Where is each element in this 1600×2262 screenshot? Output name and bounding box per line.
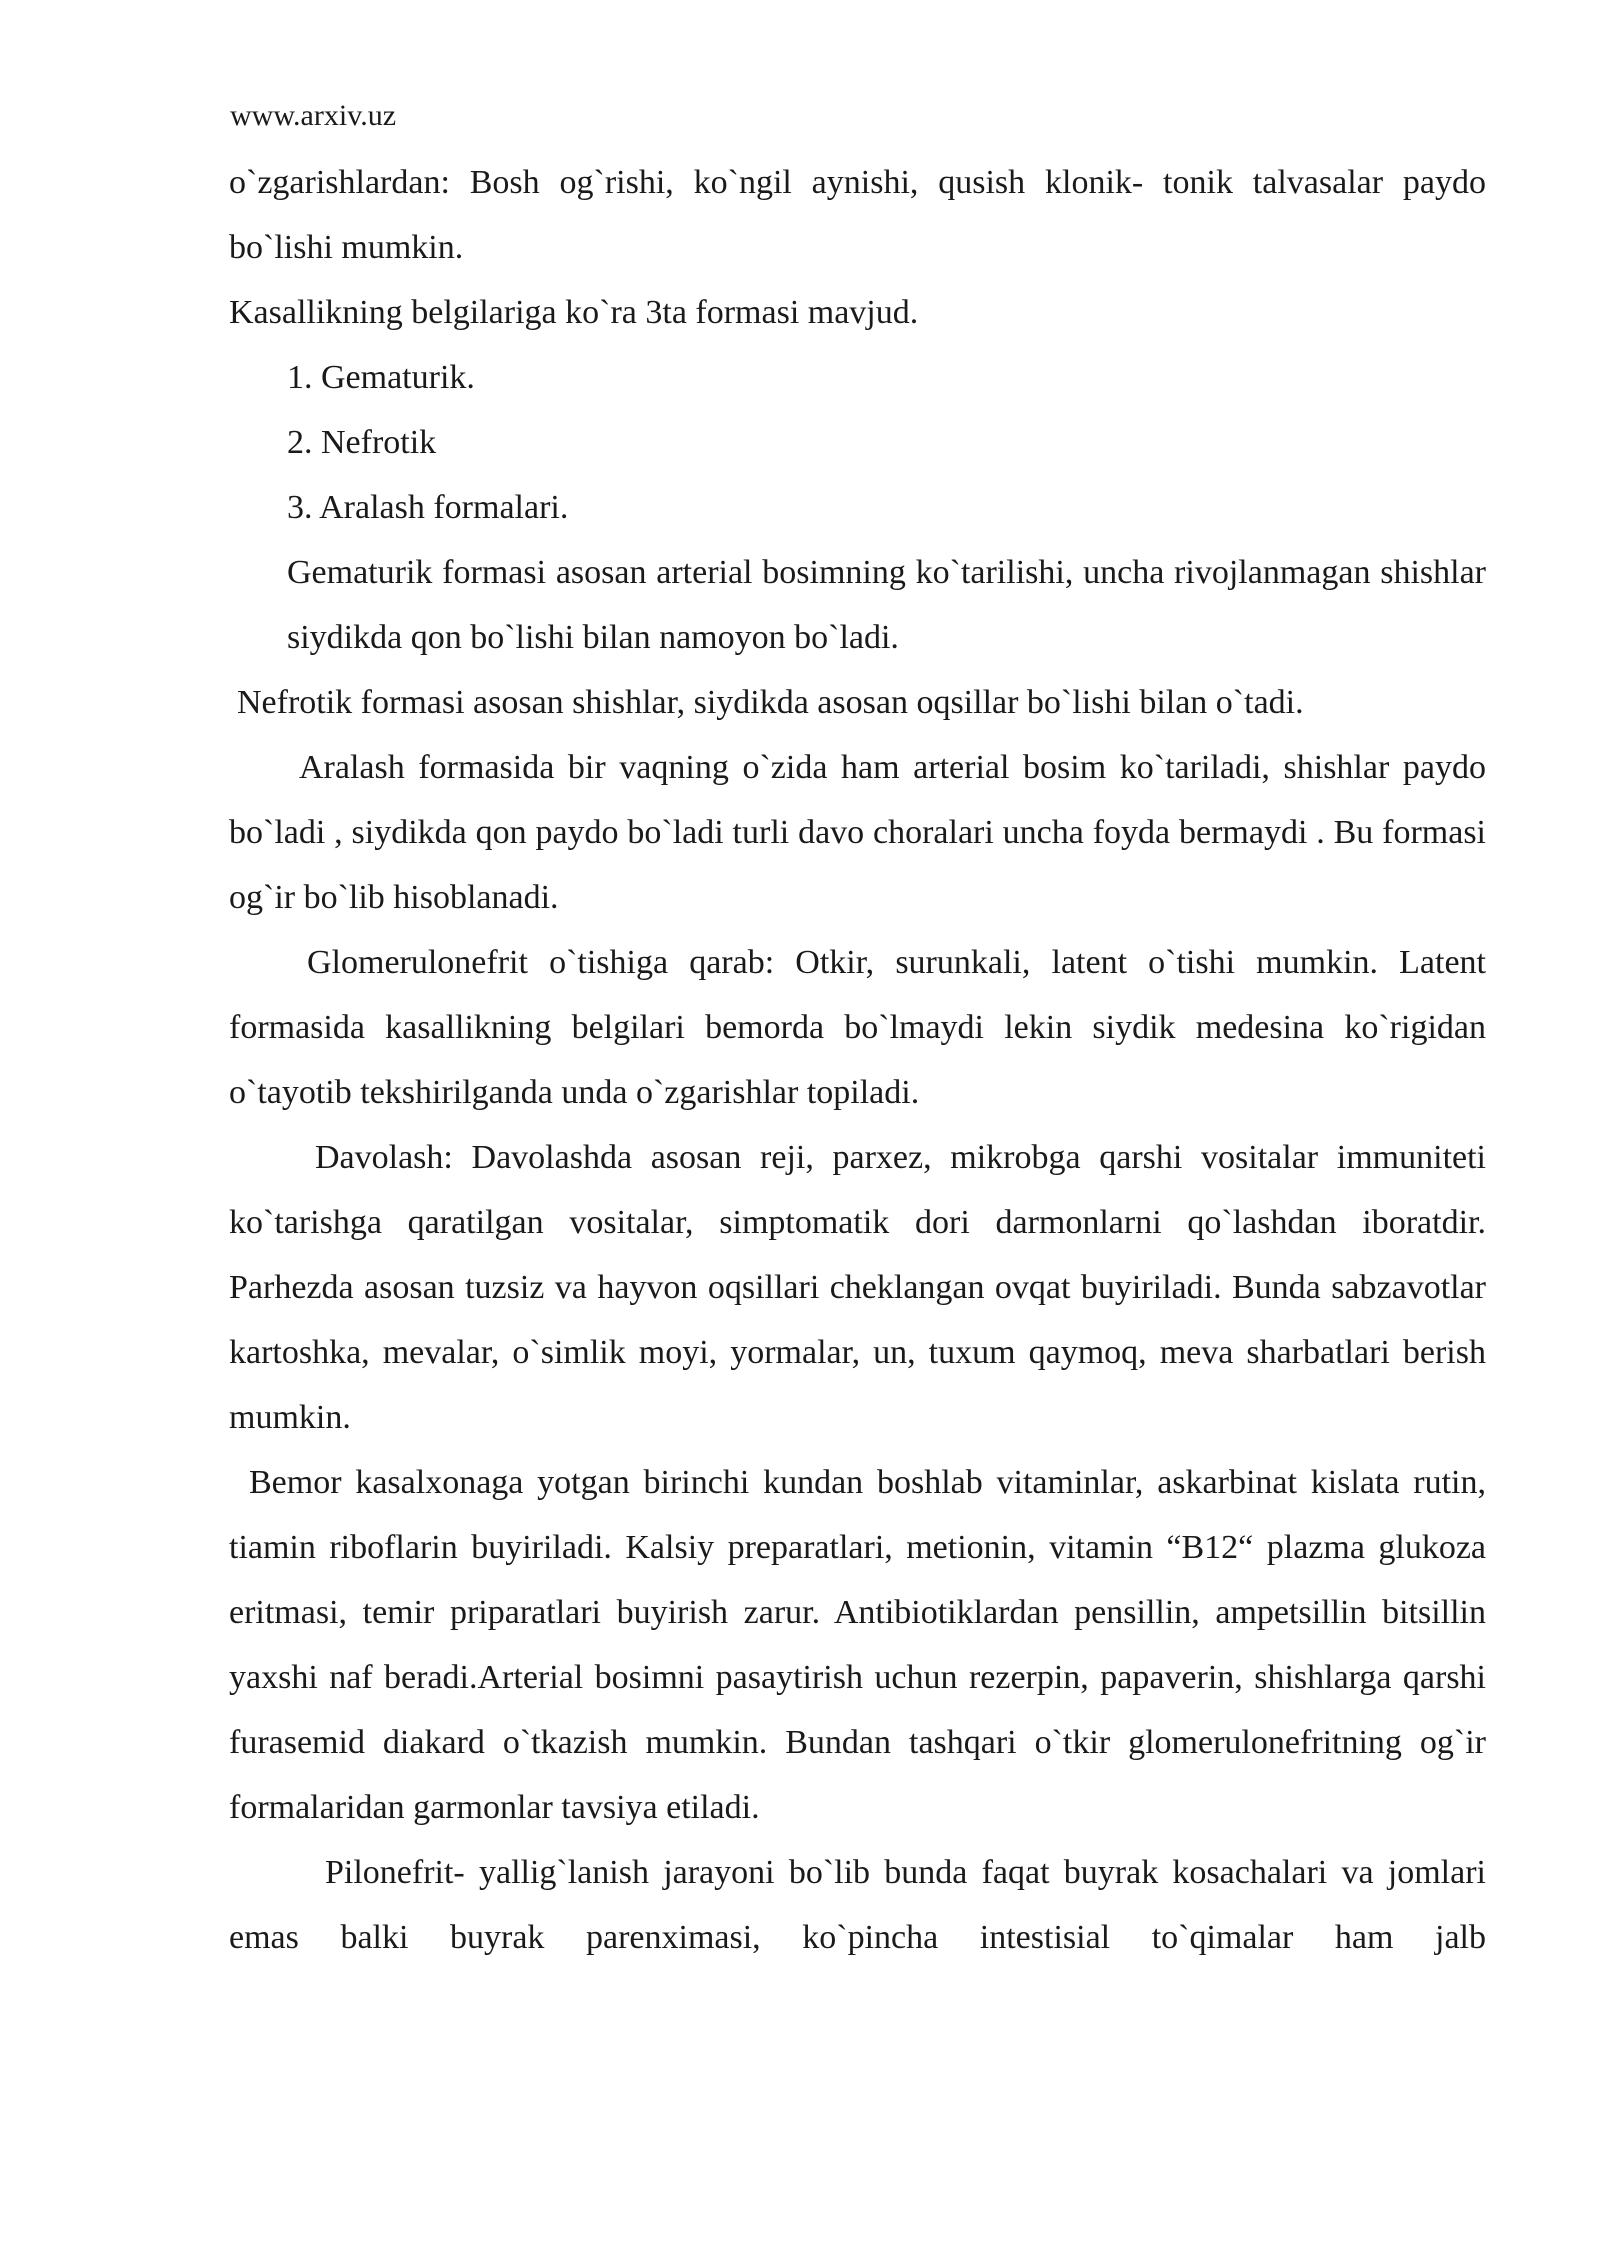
paragraph-course: Glomerulonefrit o`tishiga qarab: Otkir, surunkali, latent o`tishi mumkin. Latent formasida kasallikning belgilari bemorda bo`lmaydi lekin siydik medesina ko`rigidan o`tayotib tekshirilganda unda o`zgarishlar topiladi. (229, 944, 1486, 1111)
list-item-nefrotik: 2. Nefrotik (287, 424, 437, 461)
site-url: www.arxiv.uz (230, 99, 397, 132)
paragraph-pilonefrit: Pilonefrit- yallig`lanish jarayoni bo`lib bunda faqat buyrak kosachalari va jomlari emas balki buyrak parenximasi, ko`pincha intestisial to`qimalar ham jalb (229, 1854, 1486, 1956)
paragraph-forms-intro: Kasallikning belgilariga ko`ra 3ta formasi mavjud. (229, 294, 919, 331)
list-item-gematurik: 1. Gematurik. (287, 359, 475, 396)
paragraph-treatment: Davolash: Davolashda asosan reji, parxez, mikrobga qarshi vositalar immuniteti ko`tarishga qaratilgan vositalar, simptomatik dori darmonlarni qo`lashdan iboratdir. Parhezda asosan tuzsiz va hayvon oqsillari cheklangan ovqat buyiriladi. Bunda sabzavotlar kartoshka, mevalar, o`simlik moyi, yormalar, un, tuxum qaymoq, meva sharbatlari berish mumkin. (229, 1139, 1486, 1436)
paragraph-medication: Bemor kasalxonaga yotgan birinchi kundan boshlab vitaminlar, askarbinat kislata rutin, tiamin riboflarin buyiriladi. Kalsiy preparatlari, metionin, vitamin “B12“ plazma glukoza eritmasi, temir priparatlari buyirish zarur. Antibiotiklardan pensillin, ampetsillin bitsillin yaxshi naf beradi.Arterial bosimni pasaytirish uchun rezerpin, papaverin, shishlarga qarshi furasemid diakard o`tkazish mumkin. Bundan tashqari o`tkir glomerulonefritning og`ir formalaridan garmonlar tavsiya etiladi. (229, 1464, 1486, 1826)
document-body (229, 150, 1486, 1970)
paragraph-aralash-form: Aralash formasida bir vaqning o`zida ham arterial bosim ko`tariladi, shishlar paydo bo`ladi , siydikda qon paydo bo`ladi turli davo choralari uncha foyda bermaydi . Bu formasi og`ir bo`lib hisoblanadi. (229, 749, 1486, 916)
paragraph-nefrotik-form: Nefrotik formasi asosan shishlar, siydikda asosan oqsillar bo`lishi bilan o`tadi. (237, 684, 1304, 721)
paragraph-gematurik-form: Gematurik formasi asosan arterial bosimning ko`tarilishi, uncha rivojlanmagan shishlar siydikda qon bo`lishi bilan namoyon bo`ladi. (287, 554, 1486, 656)
list-item-aralash: 3. Aralash formalari. (287, 489, 569, 526)
paragraph-symptoms: o`zgarishlardan: Bosh og`rishi, ko`ngil aynishi, qusish klonik- tonik talvasalar paydo bo`lishi mumkin. (229, 164, 1486, 266)
